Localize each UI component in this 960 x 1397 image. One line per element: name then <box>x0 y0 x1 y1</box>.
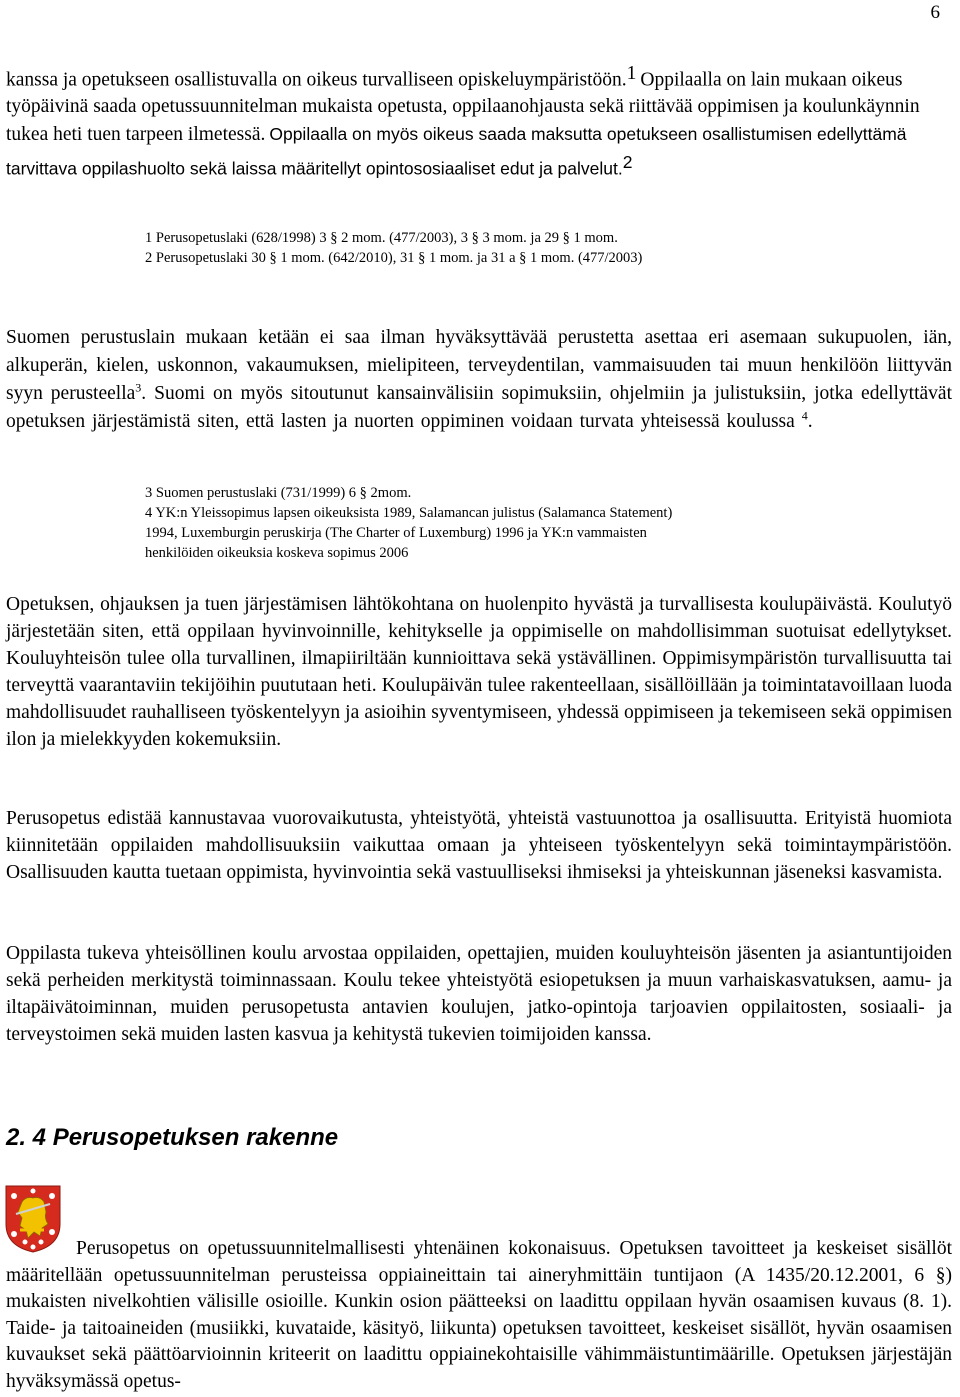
footnote: 3 Suomen perustuslaki (731/1999) 6 § 2mom. <box>145 485 412 501</box>
footnote: 4 YK:n Yleissopimus lapsen oikeuksista 1989, Salamancan julistus (Salamanca Statement) <box>145 505 673 521</box>
paragraph-text: Suomen perustuslain mukaan ketään ei saa ilman hyväksyttävää perustetta asettaa eri asemaan sukupuolen, iän, alkuperän, kielen, uskonnon, vakaumuksen, mielipiteen, terveydentilan, vammaisuuden tai muun henkilöön liittyvän syyn perusteella <box>6 327 952 404</box>
paragraph-text: . <box>807 411 813 432</box>
footnotes-block-2 <box>145 483 945 563</box>
footnote: 1 Perusopetuslaki (628/1998) 3 § 2 mom. (477/2003), 3 § 3 mom. ja 29 § 1 mom. <box>145 230 618 246</box>
paragraph-text: kanssa ja opetukseen osallistuvalla on oikeus turvalliseen opiskeluympäristöön. <box>6 69 627 91</box>
paragraph-text: . Suomi on myös sitoutunut kansainvälisiin sopimuksiin, ohjelmiin ja julistuksiin, jotka edellyttävät opetuksen järjestämistä siten, että lasten ja nuorten oppiminen voidaan turvata yhteisessä koulussa <box>6 383 952 432</box>
paragraph-participation: Perusopetus edistää kannustavaa vuorovaikutusta, yhteistyötä, yhteistä vastuunottoa ja osallisuutta. Erityistä huomiota kiinnitetään oppilaiden mahdollisuuksiin vaikuttaa omaan ja yhteiseen työskentelyyn sekä toimintaympäristöön. Osallisuuden kautta tuetaan oppimista, hyvinvointia sekä vastuulliseksi ihmiseksi ja yhteiskunnan jäseneksi kasvamista. <box>6 808 952 883</box>
footnote: henkilöiden oikeuksia koskeva sopimus 2006 <box>145 545 409 561</box>
page-number: 6 <box>930 2 940 23</box>
paragraph-safe-schoolday: Opetuksen, ohjauksen ja tuen järjestämisen lähtökohtana on huolenpito hyvästä ja turvallisesta koulupäivästä. Koulutyö järjestetään siten, että oppilaan hyvinvoinnille, kehitykselle ja oppimiselle on mahdollisimman suotuisat edellytykset. Kouluyhteisön tulee olla turvallinen, ilmapiiriltään kunnioittava sekä ystävällinen. Oppimisympäristön turvallisuutta tai terveyttä vaarantaviin tekijöihin puututaan heti. Koulupäivän tulee rakenteellaan, sisällöillään ja toimintatavoillaan luoda mahdollisuudet rauhalliseen työskentelyyn ja asioihin syventymiseen, yhdessä oppimiseen ja tekemiseen sekä oppimisen ilon ja mielekkyyden kokemuksiin. <box>6 594 952 750</box>
paragraph-student-rights <box>6 60 952 183</box>
footnote-ref: 4 <box>801 408 808 423</box>
paragraph-equality <box>6 324 952 436</box>
section-heading: 2. 4 Perusopetuksen rakenne <box>6 1124 339 1151</box>
paragraph-text: Oppilaalla on lain mukaan oikeus työpäivinä saada opetussuunnitelman mukaista opetusta, oppilaanohjausta sekä riittävää oppimisen ja koulunkäynnin tukea heti tuen tarpeen ilmetessä. <box>6 69 920 146</box>
footnote-ref: 2 <box>622 152 633 173</box>
footnote: 1994, Luxemburgin peruskirja (The Charter of Luxemburg) 1996 ja YK:n vammaisten <box>145 525 647 541</box>
footnotes-block-1 <box>145 228 945 268</box>
paragraph-structure: Perusopetus on opetussuunnitelmallisesti yhtenäinen kokonaisuus. Opetuksen tavoitteet ja keskeiset sisällöt määritellään opetussuunnitelman perusteissa oppiaineittain tai aineryhmittäin tuntijaon (A 1435/20.12.2001, 6 §) mukaisten nivelkohtien välisille osioille. Kunkin osion päätteeksi on laadittu oppilaan hyvän osaamisen kuvaus (8. 1). Taide- ja taitoaineiden (musiikki, kuvataide, käsityö, liikunta) opetuksen tavoitteet, keskeiset sisällöt, hyvän osaamisen kuvaukset sekä päättöarvioinnin kriteerit on laadittu oppiainekohtaisille vähimmäistuntimäärille. Opetuksen järjestäjän hyväksymässä opetus- <box>6 1238 952 1392</box>
footnote: 2 Perusopetuslaki 30 § 1 mom. (642/2010), 31 § 1 mom. ja 31 a § 1 mom. (477/2003) <box>145 250 643 266</box>
paragraph-text: Oppilaalla on myös oikeus saada maksutta opetukseen osallistumisen edellyttämä tarvittava oppilashuolto sekä laissa määritellyt opintososiaaliset edut ja palvelut. <box>6 124 907 179</box>
footnote-ref: 1 <box>626 63 637 84</box>
footnote-ref: 3 <box>135 380 142 395</box>
paragraph-community-school: Oppilasta tukeva yhteisöllinen koulu arvostaa oppilaiden, opettajien, muiden kouluyhteisön jäsenten ja asiantuntijoiden sekä perheiden merkitystä toiminnassaan. Koulu tekee yhteistyötä esiopetuksen ja muun varhaiskasvatuksen, aamu- ja iltapäivätoiminnan, muiden perusopetusta antavien koulujen, jatko-opintoja tarjoavien oppilaitosten, sosiaali- ja terveystoimen sekä muiden lasten kasvua ja kehitystä tukevien toimijoiden kanssa. <box>6 943 952 1045</box>
